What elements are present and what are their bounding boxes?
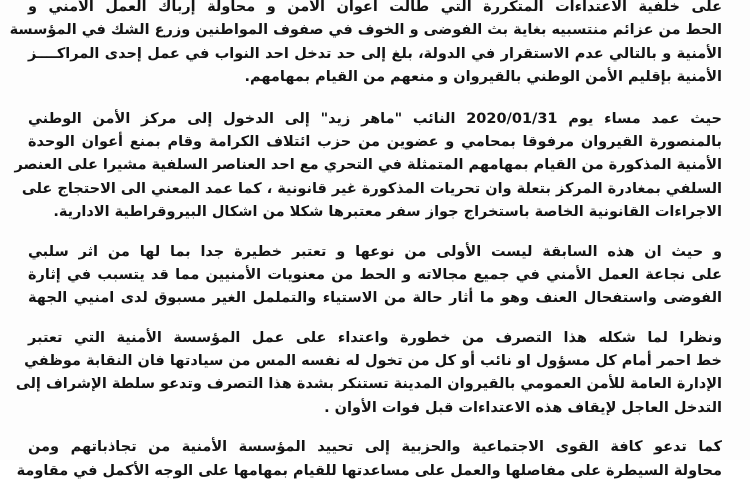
text-line: الإدارة العامة للأمن العمومي بالقيروان المدينة تستنكر بشدة هذا التصرف وتدعو سلطة الإشراف إلى xyxy=(15,376,722,393)
paragraph-incident xyxy=(14,108,722,225)
text-line: كما تدعو كافة القوى الاجتماعية والحزبية إلى تحييد المؤسسة الأمنية من تجاذباتهم ومن xyxy=(28,439,722,456)
paragraph-spacer xyxy=(28,225,722,241)
text-line: الأمنية بإقليم الأمن الوطني بالقيروان و منعهم من القيام بمهامهم. xyxy=(244,69,722,86)
text-line: على خلفية الاعتداءات المتكررة التي طالت أعوان الأمن و محاولة إرباك العمل الأمني و xyxy=(28,0,722,15)
text-line: محاولة السيطرة على مفاصلها والعمل على مساعدتها للقيام بمهامها على الوجه الأكمل في مقاومة xyxy=(16,462,722,479)
paragraph-background xyxy=(9,0,722,90)
text-line: و حيث ان هذه السابقة ليست الأولى من نوعها و تعتبر خطيرة جدا بما لها من اثر سلبي xyxy=(28,243,722,260)
text-line: على نجاعة العمل الأمني في جميع مجالاته و الحط من معنويات الأمنيين مما قد يتسبب في إثارة xyxy=(28,266,722,283)
paragraph-appeal xyxy=(16,436,722,483)
text-line: حيث عمد مساء يوم 2020/01/31 النائب "ماهر زيد" إلى الدخول إلى مركز الأمن الوطني xyxy=(28,110,722,127)
text-line: ونظرا لما شكله هذا التصرف من خطورة واعتداء على عمل المؤسسة الأمنية التي تعتبر xyxy=(28,329,722,346)
text-line: السلفي بمغادرة المركز بتعلة وان تحريات المذكورة غير قانونية ، كما عمد المعني الى الاحتجاج على xyxy=(21,180,722,197)
paragraph-consequences xyxy=(28,241,722,311)
text-line: التدخل العاجل لإيقاف هذه الاعتداءات قبل فوات الأوان . xyxy=(324,399,722,416)
paragraph-spacer xyxy=(28,311,722,327)
paragraph-spacer xyxy=(28,90,722,108)
paragraph-spacer xyxy=(28,420,722,436)
text-line: خط احمر أمام كل مسؤول او نائب أو كل من تخول له نفسه المس من سيادتها فان النقابة موظفي xyxy=(24,353,722,370)
paragraph-condemnation xyxy=(15,327,722,421)
document-body xyxy=(9,0,722,483)
text-line: الاجراءات القانونية الخاصة باستخراج جواز سفر معتبرها شكلا من اشكال البيروقراطية الادارية. xyxy=(53,204,722,221)
text-line: الأمنية و بالتالي عدم الاستقرار في الدولة، بلغ إلى حد تدخل احد النواب في عمل إحدى المراكــــز xyxy=(28,45,722,62)
text-line: بالمنصورة القيروان مرفوقا بمحامي و عضوين من حزب ائتلاف الكرامة وقام بمنع أعوان الوحدة xyxy=(28,133,722,150)
text-line: الأمنية المذكورة من القيام بمهامهم المتمثلة في التحري مع احد العناصر السلفية مشيرا على العنصر xyxy=(14,157,722,174)
text-line: الحط من عزائم منتسبيه بغاية بث الفوضى و الخوف في صفوف المواطنين وزرع الشك في المؤسسة xyxy=(9,22,722,39)
text-line: الفوضى واستفحال العنف وهو ما أثار حالة من الاستياء والتململ الغير مسبوق لدى امنيي الجهة xyxy=(28,290,722,307)
